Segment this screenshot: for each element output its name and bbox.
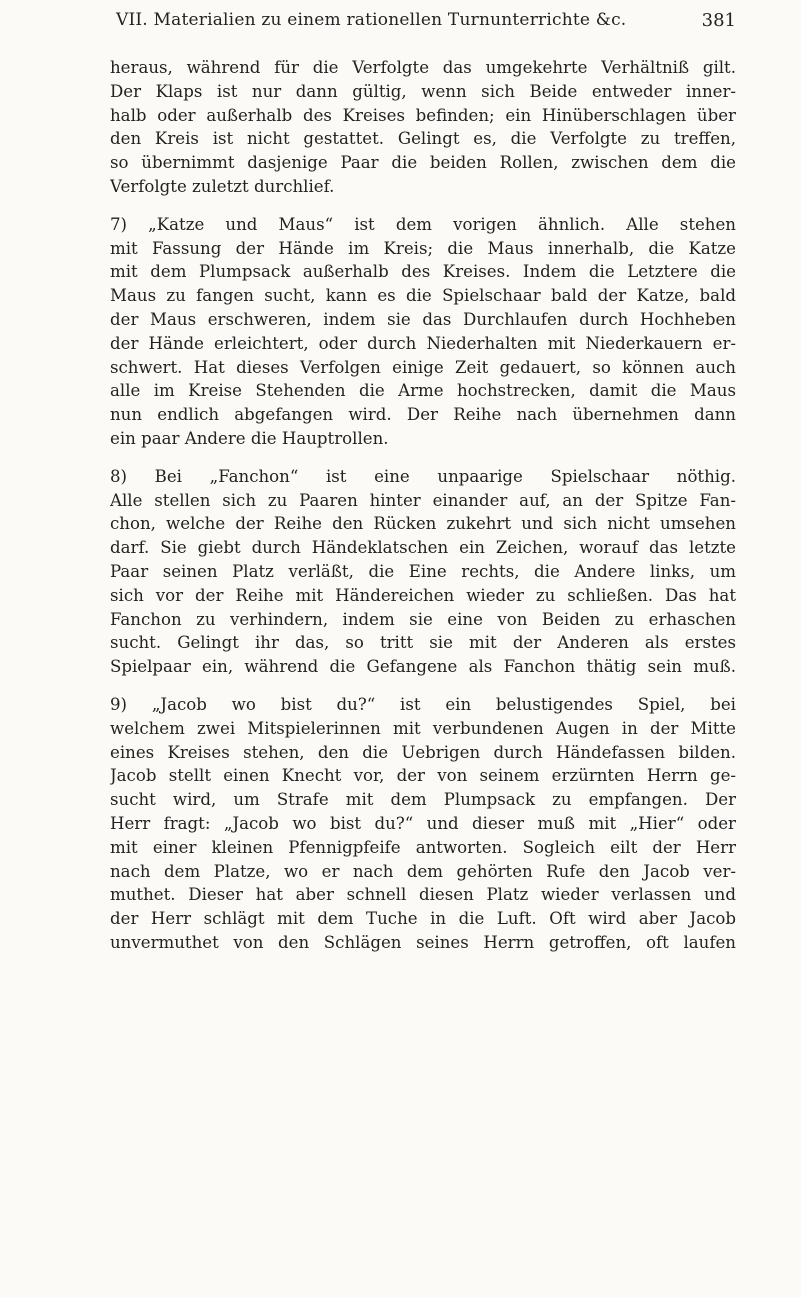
text-line: den Kreis ist nicht gestattet. Gelingt es, die Verfolgte zu treffen, xyxy=(110,129,736,149)
text-line: sucht wird, um Strafe mit dem Plumpsack zu empfangen. Der xyxy=(110,790,736,810)
text-line: welchem zwei Mitspielerinnen mit verbundenen Augen in der Mitte xyxy=(110,718,736,738)
text-line: chon, welche der Reihe den Rücken zukehrt und sich nicht umsehen xyxy=(110,514,736,534)
text-line: Maus zu fangen sucht, kann es die Spielschaar bald der Katze, bald xyxy=(110,286,736,306)
text-line: der Hände erleichtert, oder durch Niederhalten mit Niederkauern er- xyxy=(110,333,736,353)
text-line: Jacob stellt einen Knecht vor, der von seinem erzürnten Herrn ge- xyxy=(110,766,736,786)
text-line: halb oder außerhalb des Kreises befinden; ein Hinüberschlagen über xyxy=(110,105,736,125)
text-line: heraus, während für die Verfolgte das umgekehrte Verhältniß gilt. xyxy=(110,58,736,77)
text-line: nach dem Platze, wo er nach dem gehörten Rufe den Jacob ver- xyxy=(110,861,736,881)
text-line: alle im Kreise Stehenden die Arme hochstrecken, damit die Maus xyxy=(110,381,736,401)
page-number: 381 xyxy=(701,10,736,31)
paragraph-jacob xyxy=(110,693,736,955)
text-line: Verfolgte zuletzt durchlief. xyxy=(110,176,335,196)
text-line: muthet. Dieser hat aber schnell diesen Platz wieder verlassen und xyxy=(110,885,736,905)
paragraph-gap xyxy=(110,199,736,213)
text-line: Spielpaar ein, während die Gefangene als Fanchon thätig sein muß. xyxy=(110,657,736,677)
text-line: Paar seinen Platz verläßt, die Eine rechts, die Andere links, um xyxy=(110,561,736,581)
body-text xyxy=(110,56,736,955)
text-line: Herr fragt: „Jacob wo bist du?“ und dieser muß mit „Hier“ oder xyxy=(110,813,736,833)
text-line: sucht. Gelingt ihr das, so tritt sie mit der Anderen als erstes xyxy=(110,633,736,653)
text-line: 8) Bei „Fanchon“ ist eine unpaarige Spielschaar nöthig. xyxy=(110,466,736,486)
text-line: 9) „Jacob wo bist du?“ ist ein belustigendes Spiel, bei xyxy=(110,694,736,714)
text-line: unvermuthet von den Schlägen seines Herrn getroffen, oft laufen xyxy=(110,932,736,952)
running-title: VII. Materialien zu einem rationellen Turnunterrichte &c. xyxy=(116,10,627,30)
text-line: der Maus erschweren, indem sie das Durchlaufen durch Hochheben xyxy=(110,309,736,329)
text-line: eines Kreises stehen, den die Uebrigen durch Händefassen bilden. xyxy=(110,742,736,762)
text-line: Der Klaps ist nur dann gültig, wenn sich Beide entweder inner- xyxy=(110,81,736,101)
text-line: so übernimmt dasjenige Paar die beiden Rollen, zwischen dem die xyxy=(110,153,736,173)
text-line: Fanchon zu verhindern, indem sie eine von Beiden zu erhaschen xyxy=(110,609,736,629)
paragraph-katze-und-maus xyxy=(110,213,736,451)
paragraph-gap xyxy=(110,451,736,465)
text-line: ein paar Andere die Hauptrollen. xyxy=(110,428,389,448)
running-head xyxy=(116,10,736,40)
text-line: Alle stellen sich zu Paaren hinter einander auf, an der Spitze Fan- xyxy=(110,490,736,510)
text-line: schwert. Hat dieses Verfolgen einige Zeit gedauert, so können auch xyxy=(110,357,736,377)
text-line: mit einer kleinen Pfennigpfeife antworten. Sogleich eilt der Herr xyxy=(110,837,736,857)
text-line: mit Fassung der Hände im Kreis; die Maus innerhalb, die Katze xyxy=(110,238,736,258)
paragraph-fanchon xyxy=(110,465,736,679)
text-line: nun endlich abgefangen wird. Der Reihe nach übernehmen dann xyxy=(110,405,736,425)
text-line: sich vor der Reihe mit Händereichen wieder zu schließen. Das hat xyxy=(110,585,736,605)
text-line: 7) „Katze und Maus“ ist dem vorigen ähnlich. Alle stehen xyxy=(110,214,736,234)
text-line: darf. Sie giebt durch Händeklatschen ein Zeichen, worauf das letzte xyxy=(110,538,736,558)
paragraph-continuation xyxy=(110,56,736,199)
paragraph-gap xyxy=(110,679,736,693)
text-line: der Herr schlägt mit dem Tuche in die Luft. Oft wird aber Jacob xyxy=(110,909,736,929)
text-line: mit dem Plumpsack außerhalb des Kreises. Indem die Letztere die xyxy=(110,262,736,282)
